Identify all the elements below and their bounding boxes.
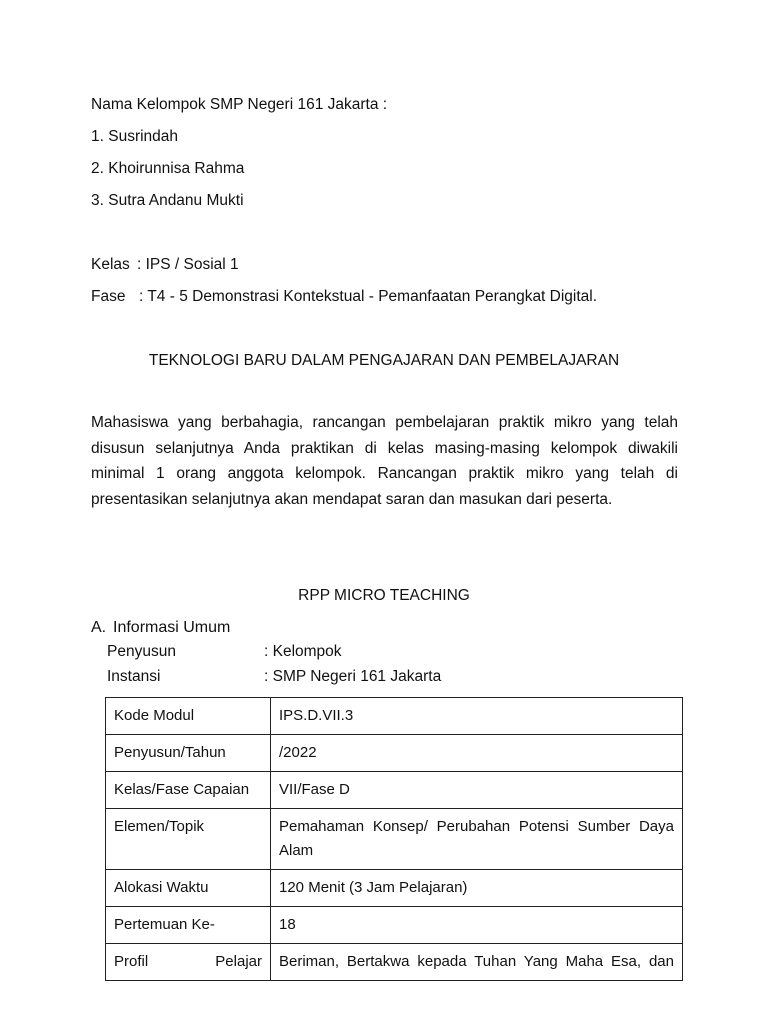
- table-row: [106, 772, 683, 809]
- table-cell-value: VII/Fase D: [271, 772, 683, 809]
- intro-paragraph: Mahasiswa yang berbahagia, rancangan pembelajaran praktik mikro yang telah disusun selanjutnya Anda praktikan di kelas masing-masing kelompok diwakili minimal 1 orang anggota kelompok. Rancangan praktik mikro yang telah di presentasikan selanjutnya akan mendapat saran dan masukan dari peserta.: [91, 414, 678, 508]
- pelajar-word: Pelajar: [215, 953, 262, 970]
- table-cell-value: IPS.D.VII.3: [271, 698, 683, 735]
- info-label: Penyusun: [107, 643, 176, 660]
- info-label: Instansi: [107, 668, 161, 685]
- fase-line: [91, 287, 597, 307]
- table-cell-label: Pertemuan Ke-: [106, 907, 271, 944]
- modul-info-table: [105, 697, 683, 981]
- fase-value: : T4 - 5 Demonstrasi Kontekstual - Pemanfaatan Perangkat Digital.: [139, 288, 598, 305]
- profil-word: Profil: [114, 953, 149, 970]
- table-cell-label: Penyusun/Tahun: [106, 735, 271, 772]
- section-a-number: A.: [91, 619, 107, 636]
- fase-label: Fase: [91, 288, 126, 305]
- info-value: : Kelompok: [264, 643, 342, 660]
- rpp-title: RPP MICRO TEACHING: [298, 587, 470, 604]
- table-row: [106, 907, 683, 944]
- table-row: [106, 944, 683, 981]
- table-cell-value: /2022: [271, 735, 683, 772]
- table-cell-label: Kode Modul: [106, 698, 271, 735]
- section-a-heading: [91, 618, 230, 638]
- info-row-instansi: [107, 667, 441, 687]
- table-cell-value: Pemahaman Konsep/ Perubahan Potensi Sumber Daya Alam: [271, 809, 683, 870]
- kelas-value: : IPS / Sosial 1: [137, 256, 239, 273]
- table-row: [106, 698, 683, 735]
- document-title: TEKNOLOGI BARU DALAM PENGAJARAN DAN PEMBELAJARAN: [148, 352, 620, 369]
- table-cell-label: Kelas/Fase Capaian: [106, 772, 271, 809]
- table-cell-value: 120 Menit (3 Jam Pelajaran): [271, 870, 683, 907]
- table-cell-value: 18: [271, 907, 683, 944]
- group-title: Nama Kelompok SMP Negeri 161 Jakarta :: [91, 96, 388, 113]
- member-1: 1. Susrindah: [91, 128, 179, 145]
- table-cell-label: Alokasi Waktu: [106, 870, 271, 907]
- kelas-label: Kelas: [91, 256, 130, 273]
- table-row: [106, 870, 683, 907]
- section-a-title: Informasi Umum: [113, 619, 231, 636]
- table-cell-label: Elemen/Topik: [106, 809, 271, 870]
- member-2: 2. Khoirunnisa Rahma: [91, 160, 245, 177]
- kelas-line: [91, 255, 239, 275]
- table-cell-label: [106, 944, 271, 981]
- table-row: [106, 735, 683, 772]
- info-value: : SMP Negeri 161 Jakarta: [264, 668, 442, 685]
- profil-pelajar-label: [114, 950, 262, 974]
- member-3: 3. Sutra Andanu Mukti: [91, 192, 244, 209]
- table-row: [106, 809, 683, 870]
- table-cell-value: Beriman, Bertakwa kepada Tuhan Yang Maha Esa, dan: [271, 944, 683, 981]
- info-row-penyusun: [107, 642, 342, 662]
